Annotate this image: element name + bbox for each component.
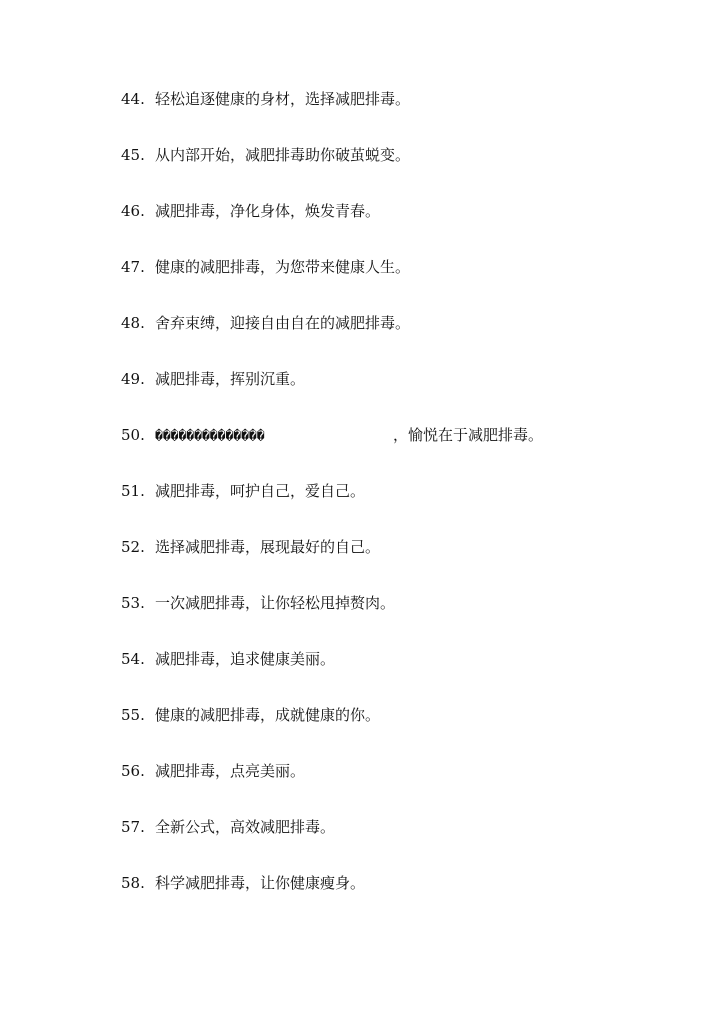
item-number: 56.	[121, 762, 145, 780]
list-item	[121, 702, 681, 758]
item-text: 减肥排毒，呵护自己，爱自己。	[155, 482, 366, 500]
item-text: 健康的减肥排毒，为您带来健康人生。	[155, 258, 411, 276]
item-text: 科学减肥排毒，让你健康瘦身。	[155, 874, 366, 892]
item-number: 49.	[121, 370, 145, 388]
list-item	[121, 142, 681, 198]
item-number: 50.	[121, 426, 145, 444]
list-item	[121, 198, 681, 254]
list-item	[121, 86, 681, 142]
item-text: 健康的减肥排毒，成就健康的你。	[155, 706, 381, 724]
item-text: 减肥排毒，挥别沉重。	[155, 370, 306, 388]
item-number: 48.	[121, 314, 145, 332]
item-text: 全新公式，高效减肥排毒。	[155, 818, 336, 836]
item-number: 44.	[121, 90, 145, 108]
list-item	[121, 478, 681, 534]
slogan-list	[121, 86, 681, 926]
item-text: 从内部开始，减肥排毒助你破茧蜕变。	[155, 146, 411, 164]
item-number: 46.	[121, 202, 145, 220]
item-text: 一次减肥排毒，让你轻松甩掉赘肉。	[155, 594, 396, 612]
list-item	[121, 310, 681, 366]
item-text: 减肥排毒，点亮美丽。	[155, 762, 306, 780]
item-text: ，愉悦在于减肥排毒。	[393, 426, 544, 444]
list-item	[121, 814, 681, 870]
item-number: 52.	[121, 538, 145, 556]
list-item	[121, 646, 681, 702]
item-number: 53.	[121, 594, 145, 612]
list-item	[121, 534, 681, 590]
item-number: 47.	[121, 258, 145, 276]
list-item	[121, 758, 681, 814]
list-item	[121, 870, 681, 926]
list-item	[121, 422, 681, 478]
item-number: 58.	[121, 874, 145, 892]
item-number: 55.	[121, 706, 145, 724]
list-item	[121, 590, 681, 646]
item-text: 轻松追逐健康的身材，选择减肥排毒。	[155, 90, 411, 108]
item-text: 舍弃束缚，迎接自由自在的减肥排毒。	[155, 314, 411, 332]
item-text: 减肥排毒，追求健康美丽。	[155, 650, 336, 668]
item-number: 54.	[121, 650, 145, 668]
item-number: 57.	[121, 818, 145, 836]
list-item	[121, 254, 681, 310]
item-number: 45.	[121, 146, 145, 164]
list-item	[121, 366, 681, 422]
item-number: 51.	[121, 482, 145, 500]
item-text: 选择减肥排毒，展现最好的自己。	[155, 538, 381, 556]
garbled-text: ��������������	[155, 429, 265, 444]
item-text: 减肥排毒，净化身体，焕发青春。	[155, 202, 381, 220]
